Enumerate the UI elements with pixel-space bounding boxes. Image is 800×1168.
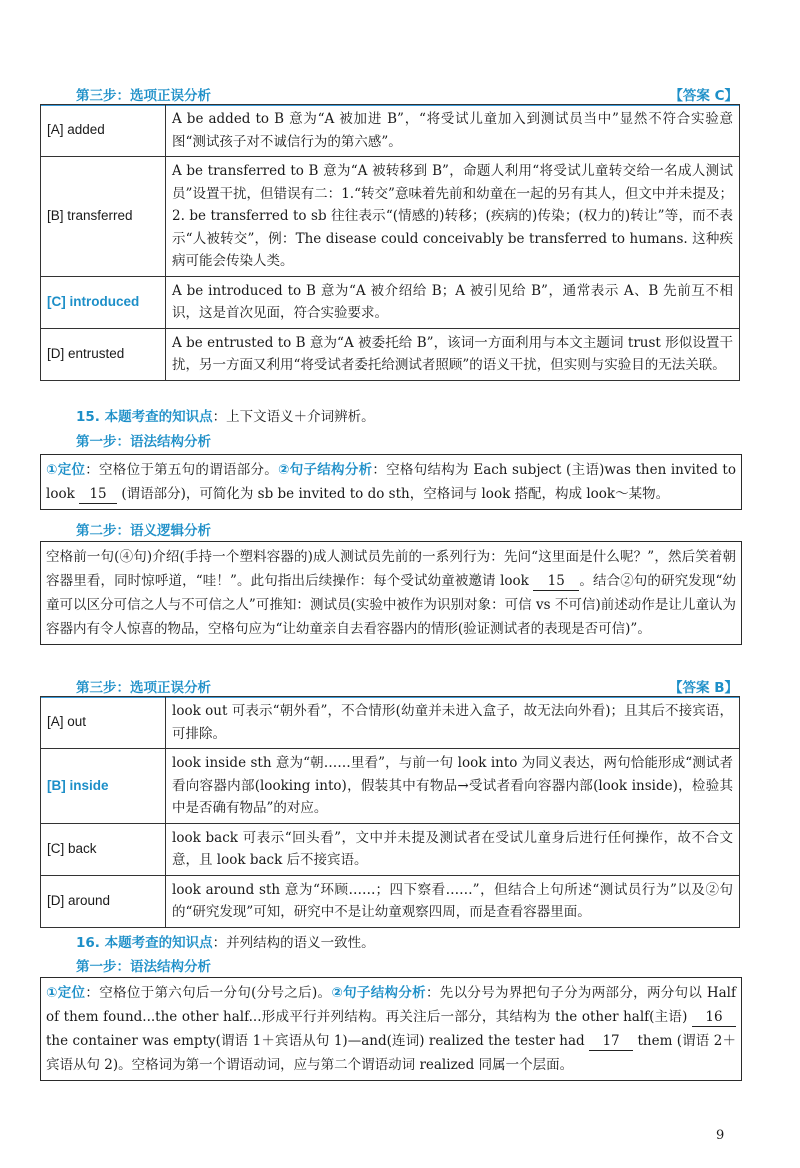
option-explanation: A be transferred to B 意为“A 被转移到 B”，命题人利用“将受试儿童转交给一名成人测试员”设置干扰，但错误有二：1.“转交”意味着先前和幼童在一起的另有其人，但文中并未提及；2. be transferred to sb 往往表示“(情感的)转移；(疾病的)传染；(权力的)转让”等，而不表示“人被转交”，例：The disease could conceivably be transferred to humans. 这种疾病可能会传染人类。 (166, 157, 740, 277)
step1-header (40, 426, 740, 450)
option-explanation: A be added to B 意为“A 被加进 B”，“将受试儿童加入到测试员当中”显然不符合实验意图“测试孩子对不诚信行为的第六感”。 (166, 105, 740, 157)
options-table (40, 104, 740, 381)
table-row (41, 276, 740, 328)
structure-text-cont: (谓语部分)，可简化为 sb be invited to do sth，空格词与 look 搭配，构成 look～某物。 (117, 486, 670, 502)
locate-tag: ①定位 (46, 985, 86, 1001)
question-number: 16. (76, 935, 105, 951)
question-header (76, 405, 375, 425)
knowledge-point-label: 本题考查的知识点 (104, 935, 213, 951)
locate-tag: ①定位 (46, 462, 86, 478)
grammar-analysis-box (40, 977, 742, 1081)
question-header (76, 931, 375, 951)
options-table (40, 696, 740, 928)
answer-badge: 【答案 B】 (669, 680, 738, 696)
step2-header (40, 515, 740, 539)
option-label: [D] entrusted (41, 328, 166, 380)
table-row (41, 157, 740, 277)
option-label: [A] added (41, 105, 166, 157)
structure-text-cont: the container was empty(谓语 1＋宾语从句 1)—and(连词) realized the tester had (46, 1033, 590, 1049)
table-row (41, 875, 740, 927)
table-row (41, 749, 740, 824)
option-explanation: look out 可表示“朝外看”，不合情形(幼童并未进入盒子，故无法向外看)；且其后不接宾语，可排除。 (166, 697, 740, 749)
structure-text: ：空格句结构为 Each subject (主语)was then invited to look (46, 462, 736, 502)
step-title: 第一步：语法结构分析 (76, 959, 211, 975)
semantic-text: 空格前一句(④句)介绍(手持一个塑料容器的)成人测试员先前的一系列行为：先问“这里面是什么呢？”，然后笑着朝容器里看，同时惊呼道，“哇！”。此句指出后续操作：每个受试幼童被邀请 look (46, 549, 736, 589)
option-explanation: look back 可表示“回头看”，文中并未提及测试者在受试儿童身后进行任何操作，故不合文意，且 look back 后不接宾语。 (166, 823, 740, 875)
blank-16: 16 (692, 1008, 736, 1027)
step-title: 第三步：选项正误分析 (76, 680, 211, 696)
blank-15: 15 (79, 485, 117, 504)
knowledge-point-text: ：并列结构的语义一致性。 (212, 935, 375, 951)
answer-badge: 【答案 C】 (669, 88, 738, 104)
knowledge-point-text: ：上下文语义＋介词辨析。 (212, 409, 375, 425)
locate-text: ：空格位于第五句的谓语部分。 (85, 462, 279, 478)
option-explanation: look inside sth 意为“朝……里看”，与前一句 look into 为同义表达，两句恰能形成“测试者看向容器内部(looking into)，假装其中有物品→受试者看向容器内部(look inside)，检验其中是否确有物品”的对应。 (166, 749, 740, 824)
option-label: [C] back (41, 823, 166, 875)
question-number: 15. (76, 409, 105, 425)
table-row (41, 823, 740, 875)
semantic-text-cont: 。结合②句的研究发现“幼童可以区分可信之人与不可信之人”可推知：测试员(实验中被作为识别对象：可信 vs 不可信)前述动作是让儿童认为容器内有令人惊喜的物品，空格句应为“让幼童亲自去看容器内的情形(验证测试者的表现是否可信)”。 (46, 573, 736, 637)
step-title: 第一步：语法结构分析 (76, 434, 211, 450)
option-explanation: A be entrusted to B 意为“A 被委托给 B”，该词一方面利用与本文主题词 trust 形似设置干扰，另一方面又利用“将受试者委托给测试者照顾”的语义干扰，但实则与实验目的无法关联。 (166, 328, 740, 380)
table-row (41, 328, 740, 380)
option-label: [D] around (41, 875, 166, 927)
step1-header (40, 951, 740, 975)
page-number: 9 (716, 1128, 725, 1143)
option-label-correct: [C] introduced (41, 276, 166, 328)
step-title: 第三步：选项正误分析 (76, 88, 211, 104)
table-row (41, 697, 740, 749)
structure-tag: ②句子结构分析 (278, 462, 373, 478)
option-explanation: A be introduced to B 意为“A 被介绍给 B；A 被引见给 B”，通常表示 A、B 先前互不相识，这是首次见面，符合实验要求。 (166, 276, 740, 328)
structure-text: ：先以分号为界把句子分为两部分，两分句以 Half of them found...the other half...形成平行并列结构。再关注后一部分，其结构为 the other half(主语) (46, 985, 736, 1025)
locate-text: ：空格位于第六句后一分句(分号之后)。 (85, 985, 332, 1001)
blank-17: 17 (589, 1032, 633, 1051)
knowledge-point-label: 本题考查的知识点 (104, 409, 213, 425)
semantic-analysis-box (40, 541, 742, 645)
option-label-correct: [B] inside (41, 749, 166, 824)
structure-text-end: them (谓语 2＋宾语从句 2)。空格词为第一个谓语动词，应与第二个谓语动词 realized 同属一个层面。 (46, 1033, 736, 1073)
step-title: 第二步：语义逻辑分析 (76, 523, 211, 539)
structure-tag: ②句子结构分析 (331, 985, 426, 1001)
option-label: [A] out (41, 697, 166, 749)
blank-15: 15 (533, 572, 579, 591)
step3-header (40, 80, 740, 106)
table-row (41, 105, 740, 157)
option-explanation: look around sth 意为“环顾……；四下察看……”，但结合上句所述“测试员行为”以及②句的“研究发现”可知，研究中不是让幼童观察四周，而是查看容器里面。 (166, 875, 740, 927)
step3-header (40, 672, 740, 698)
option-label: [B] transferred (41, 157, 166, 277)
grammar-analysis-box (40, 454, 742, 510)
